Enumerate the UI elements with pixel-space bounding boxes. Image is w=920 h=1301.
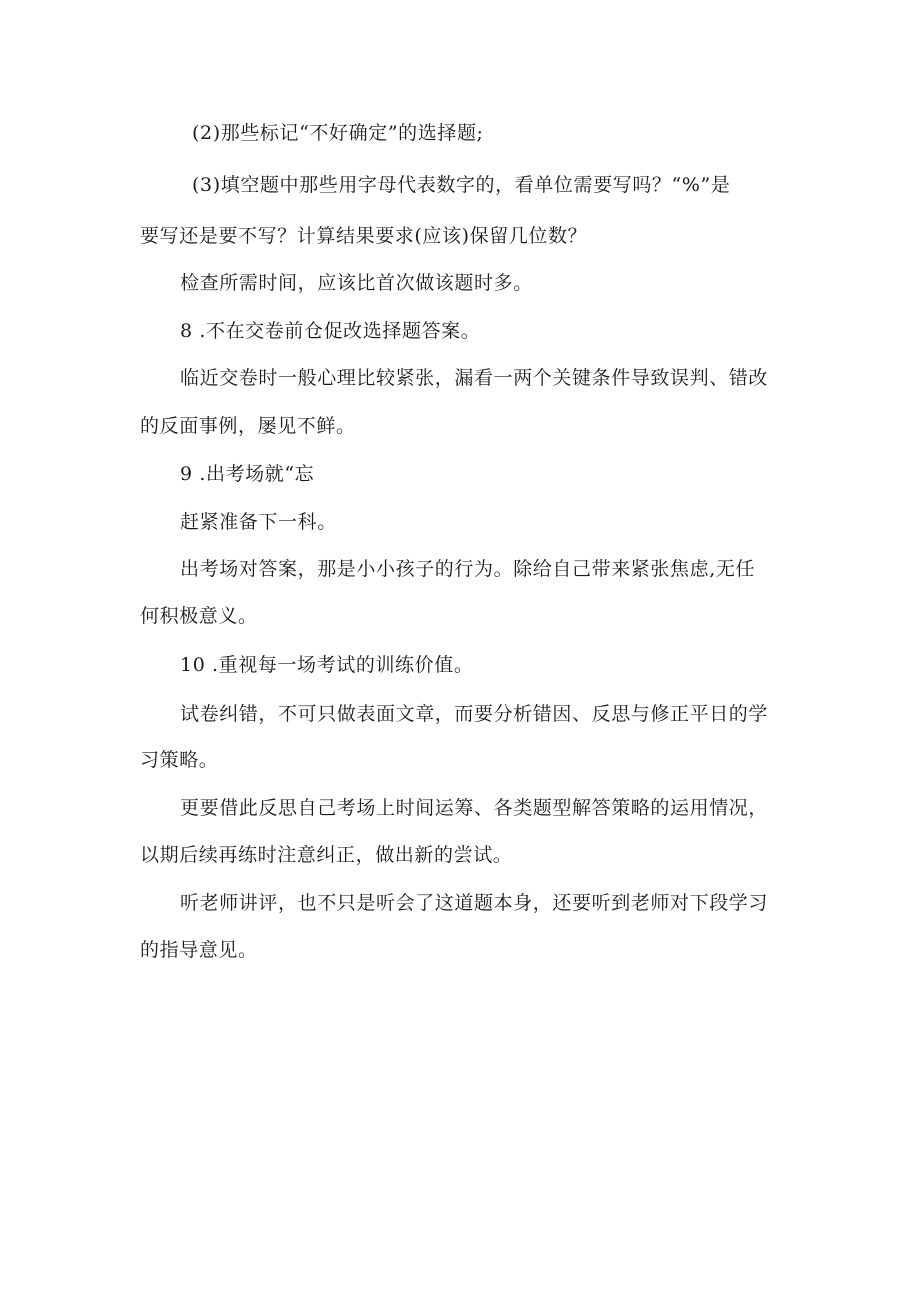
text-line: 检查所需时间，应该比首次做该题时多。 (180, 272, 533, 294)
text-line: 临近交卷时一般心理比较紧张，漏看一两个关键条件导致误判、错改 (180, 367, 769, 389)
text-line: 出考场对答案，那是小小孩子的行为。除给自己带来紧张焦虑,无任 (180, 558, 756, 580)
text-line: 8 .不在交卷前仓促改选择题答案。 (180, 320, 481, 342)
text-line: 赶紧准备下一科。 (180, 511, 337, 533)
text-line: 要写还是要不写？计算结果要求(应该)保留几位数？ (140, 225, 588, 247)
text-line: 习策略。 (140, 749, 219, 771)
text-line: 9 .出考场就“忘 (180, 463, 315, 485)
text-line: 10 .重视每一场考试的训练价值。 (180, 654, 474, 676)
text-line: 的反面事例，屡见不鲜。 (140, 415, 356, 437)
text-line: 更要借此反思自己考场上时间运筹、各类题型解答策略的运用情况， (180, 797, 769, 819)
text-line: (3)填空题中那些用字母代表数字的，看单位需要写吗？“%”是 (192, 174, 731, 196)
text-line: 的指导意见。 (140, 939, 258, 961)
text-line: (2)那些标记“不好确定”的选择题; (192, 122, 484, 144)
text-line: 何积极意义。 (140, 605, 258, 627)
text-line: 试卷纠错，不可只做表面文章，而要分析错因、反思与修正平日的学 (180, 703, 769, 725)
text-line: 听老师讲评，也不只是听会了这道题本身，还要听到老师对下段学习 (180, 892, 769, 914)
text-line: 以期后续再练时注意纠正，做出新的尝试。 (140, 844, 513, 866)
